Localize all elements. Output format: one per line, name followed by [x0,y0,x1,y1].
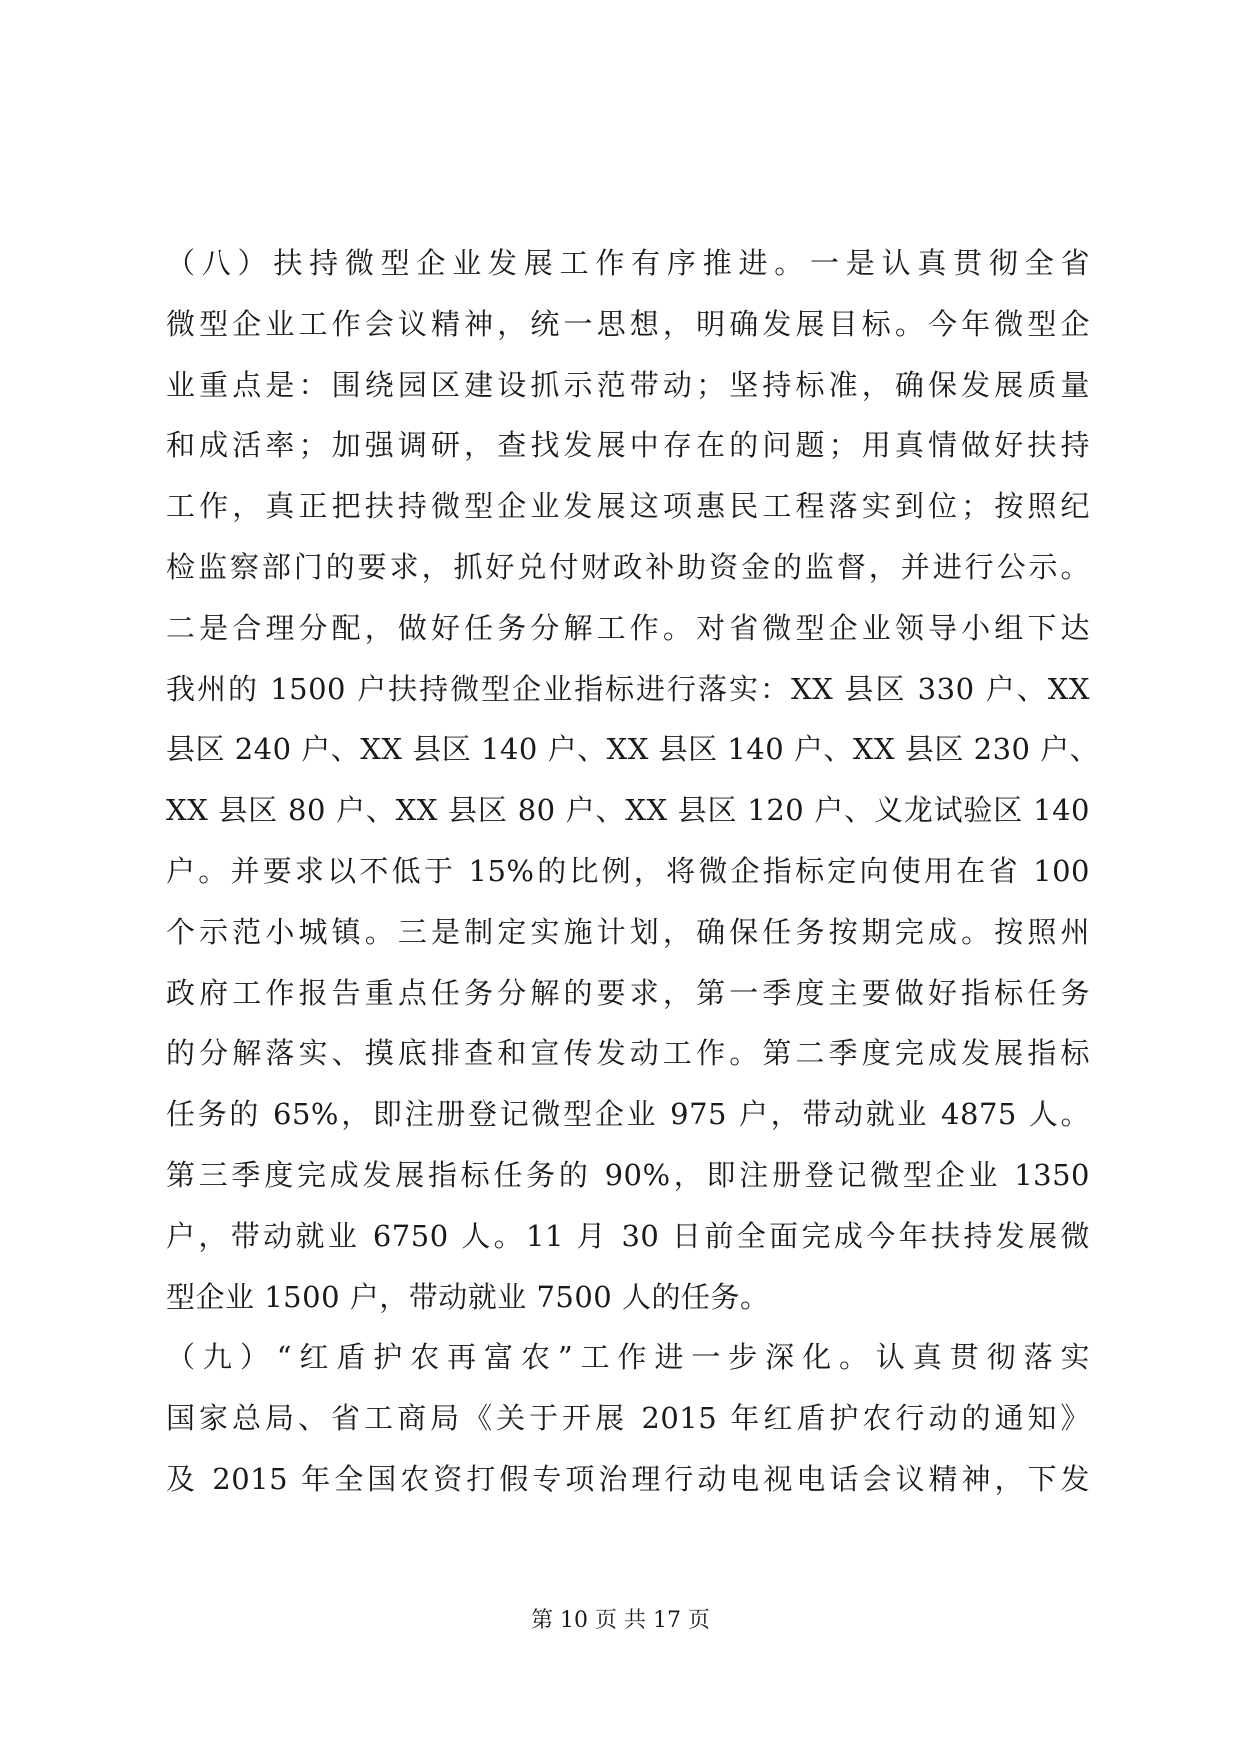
text-line: 个示范小城镇。三是制定实施计划，确保任务按期完成。按照州 [166,914,1090,949]
text-line: 政府工作报告重点任务分解的要求，第一季度主要做好指标任务 [166,975,1090,1010]
text-line: （八）扶持微型企业发展工作有序推进。一是认真贯彻全省 [166,246,1090,280]
text-line: 微型企业工作会议精神，统一思想，明确发展目标。今年微型企 [166,306,1090,341]
text-line: 业重点是：围绕园区建设抓示范带动；坚持标准，确保发展质量 [166,367,1090,402]
text-line: 户。并要求以不低于 15%的比例，将微企指标定向使用在省 100 [166,853,1090,888]
text-line: （九）“红盾护农再富农”工作进一步深化。认真贯彻落实 [166,1340,1090,1375]
text-line: 任务的 65%，即注册登记微型企业 975 户，带动就业 4875 人。 [166,1097,1090,1132]
text-line: 和成活率；加强调研，查找发展中存在的问题；用真情做好扶持 [166,428,1090,463]
text-line: 及 2015 年全国农资打假专项治理行动电视电话会议精神，下发 [166,1461,1090,1496]
page-number-footer: 第 10 页 共 17 页 [531,1608,710,1633]
text-line: XX 县区 80 户、XX 县区 80 户、XX 县区 120 户、义龙试验区 140 [166,793,1090,828]
text-line: 我州的 1500 户扶持微型企业指标进行落实：XX 县区 330 户、XX [166,671,1090,706]
text-line: 型企业 1500 户，带动就业 7500 人的任务。 [166,1279,770,1314]
text-line: 县区 240 户、XX 县区 140 户、XX 县区 140 户、XX 县区 230 户、 [166,732,1100,767]
text-line: 检监察部门的要求，抓好兑付财政补助资金的监督，并进行公示。 [166,549,1090,584]
text-line: 的分解落实、摸底排查和宣传发动工作。第二季度完成发展指标 [166,1036,1090,1071]
body-text [166,233,1100,1510]
text-line: 国家总局、省工商局《关于开展 2015 年红盾护农行动的通知》 [166,1401,1090,1436]
text-line: 第三季度完成发展指标任务的 90%，即注册登记微型企业 1350 [166,1157,1090,1192]
text-line: 二是合理分配，做好任务分解工作。对省微型企业领导小组下达 [166,610,1090,645]
text-line: 工作，真正把扶持微型企业发展这项惠民工程落实到位；按照纪 [166,489,1090,524]
text-line: 户，带动就业 6750 人。11 月 30 日前全面完成今年扶持发展微 [166,1218,1090,1253]
